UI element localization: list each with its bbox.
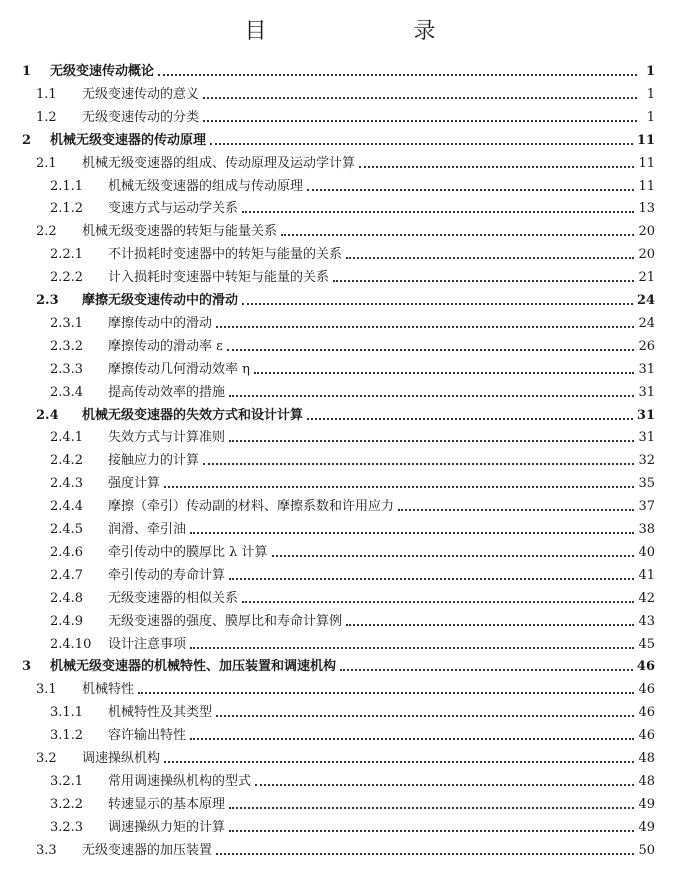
toc-entry[interactable] xyxy=(50,728,655,744)
toc-entry-number: 2.3.2 xyxy=(50,338,84,354)
toc-entry[interactable] xyxy=(36,224,655,240)
toc-entry-number: 1.2 xyxy=(36,109,57,125)
toc-entry[interactable] xyxy=(36,751,655,767)
toc-entry-number: 2.4.1 xyxy=(50,430,84,446)
toc-entry-number: 2.4 xyxy=(36,407,59,423)
toc-entry-label: 摩擦无级变速传动中的滑动 xyxy=(82,293,239,308)
toc-entry[interactable] xyxy=(22,659,655,675)
toc-entry-page: 31 xyxy=(636,407,655,423)
toc-entry[interactable] xyxy=(50,499,655,515)
toc-entry[interactable] xyxy=(50,385,655,401)
toc-entry[interactable] xyxy=(36,843,655,859)
toc-entry-number: 2.4.8 xyxy=(50,590,84,606)
toc-entry-label: 调速操纵力矩的计算 xyxy=(108,819,226,835)
toc-entry[interactable] xyxy=(50,179,655,195)
leader-dots xyxy=(272,555,635,557)
toc-entry-page: 24 xyxy=(636,293,655,308)
leader-dots xyxy=(346,624,634,626)
toc-entry-label: 设计注意事项 xyxy=(108,636,187,652)
toc-entry-number: 2 xyxy=(22,132,32,148)
toc-entry-label: 计入损耗时变速器中转矩与能量的关系 xyxy=(108,270,330,286)
toc-entry-number: 2.4.7 xyxy=(50,567,84,583)
leader-dots xyxy=(398,509,634,511)
toc-entry-page: 40 xyxy=(638,544,655,560)
leader-dots xyxy=(203,463,634,465)
leader-dots xyxy=(190,647,634,649)
toc-entry-number: 1 xyxy=(22,64,32,79)
toc-entry-label: 无级变速传动概论 xyxy=(50,64,155,79)
toc-entry-label: 失效方式与计算准则 xyxy=(108,430,226,446)
toc-entry-label: 强度计算 xyxy=(108,476,161,492)
toc-entry-number: 2.2 xyxy=(36,224,57,240)
toc-entry[interactable] xyxy=(50,316,655,332)
toc-entry[interactable] xyxy=(50,247,655,263)
toc-entry[interactable] xyxy=(50,614,655,630)
toc-entry-page: 35 xyxy=(638,476,655,492)
leader-dots xyxy=(254,372,635,374)
toc-entry[interactable] xyxy=(50,591,655,607)
toc-entry-label: 无级变速器的强度、膜厚比和寿命计算例 xyxy=(108,613,343,629)
leader-dots xyxy=(281,234,634,236)
toc-entry-number: 3.2 xyxy=(36,751,57,766)
leader-dots xyxy=(255,784,634,786)
toc-entry-label: 机械无级变速器的失效方式和设计计算 xyxy=(82,407,304,423)
toc-entry[interactable] xyxy=(50,453,655,469)
toc-entry[interactable] xyxy=(50,568,655,584)
toc-entry[interactable] xyxy=(36,293,655,309)
toc-entry-page: 13 xyxy=(638,201,655,217)
leader-dots xyxy=(242,303,633,305)
toc-entry-label: 润滑、牵引油 xyxy=(108,522,187,537)
toc-entry-number: 2.4.6 xyxy=(50,544,84,560)
leader-dots xyxy=(229,578,634,580)
toc-entry-page: 31 xyxy=(638,361,655,377)
leader-dots xyxy=(229,440,634,442)
toc-entry-number: 2.4.5 xyxy=(50,522,84,537)
leader-dots xyxy=(216,853,634,855)
toc-entry-page: 1 xyxy=(646,86,655,102)
toc-entry-number: 2.4.4 xyxy=(50,499,84,515)
toc-entry-number: 2.4.9 xyxy=(50,613,84,629)
toc-entry[interactable] xyxy=(36,156,655,172)
toc-entry[interactable] xyxy=(50,522,655,538)
leader-dots xyxy=(190,738,634,740)
toc-entry-label: 机械无级变速器的机械特性、加压装置和调速机构 xyxy=(50,659,337,675)
toc-entry-number: 3.3 xyxy=(36,842,57,858)
toc-entry-label: 牵引传动的寿命计算 xyxy=(108,567,226,583)
toc-entry[interactable] xyxy=(50,637,655,653)
leader-dots xyxy=(210,143,633,145)
toc-entry-page: 37 xyxy=(638,499,655,515)
toc-entry-label: 摩擦传动中的滑动 xyxy=(108,315,213,331)
toc-entry-number: 2.4.3 xyxy=(50,476,84,492)
toc-entry-label: 提高传动效率的措施 xyxy=(108,384,226,400)
toc-entry[interactable] xyxy=(50,797,655,813)
toc-entry-page: 20 xyxy=(638,247,655,263)
toc-entry-page: 46 xyxy=(638,728,655,744)
leader-dots xyxy=(190,532,634,534)
toc-entry-label: 常用调速操纵机构的型式 xyxy=(108,773,252,789)
toc-entry-page: 45 xyxy=(638,636,655,652)
toc-entry[interactable] xyxy=(50,430,655,446)
leader-dots xyxy=(229,395,634,397)
toc-entry-label: 机械无级变速器的组成、传动原理及运动学计算 xyxy=(82,155,356,171)
toc-entry-page: 32 xyxy=(638,453,655,469)
toc-entry-page: 11 xyxy=(638,155,655,171)
leader-dots xyxy=(203,120,637,122)
toc-entry-page: 48 xyxy=(638,773,655,789)
leader-dots xyxy=(229,830,634,832)
toc-entry-number: 3 xyxy=(22,659,32,675)
leader-dots xyxy=(229,807,634,809)
toc-entry-number: 2.2.2 xyxy=(50,270,84,286)
leader-dots xyxy=(158,74,637,76)
toc-entry-number: 2.4.2 xyxy=(50,453,84,469)
toc-entry-page: 21 xyxy=(638,270,655,286)
toc-entry-number: 3.2.2 xyxy=(50,796,84,812)
toc-entry-number: 2.1.1 xyxy=(50,178,84,194)
page-title: 目 录 xyxy=(244,19,506,44)
toc-entry-page: 31 xyxy=(638,430,655,446)
toc-entry-page: 26 xyxy=(638,338,655,354)
leader-dots xyxy=(227,349,635,351)
toc-entry-page: 1 xyxy=(645,64,655,79)
toc-entry-label: 机械无级变速器的转矩与能量关系 xyxy=(82,224,278,240)
toc-entry[interactable] xyxy=(22,133,655,149)
toc-entry[interactable] xyxy=(50,339,655,355)
toc-entry-page: 43 xyxy=(638,613,655,629)
toc-entry-label: 转速显示的基本原理 xyxy=(108,796,226,812)
leader-dots xyxy=(164,486,634,488)
toc-entry-label: 摩擦（牵引）传动副的材料、摩擦系数和许用应力 xyxy=(108,499,395,515)
toc-entry-label: 机械特性及其类型 xyxy=(108,705,213,721)
toc-entry[interactable] xyxy=(36,87,655,103)
toc-entry-number: 3.2.1 xyxy=(50,773,84,789)
leader-dots xyxy=(138,692,634,694)
toc-entry-label: 牵引传动中的膜厚比 λ 计算 xyxy=(108,544,268,560)
toc-entry-number: 3.1.1 xyxy=(50,705,84,721)
toc-entry-label: 机械特性 xyxy=(82,682,135,698)
toc-entry-number: 3.1.2 xyxy=(50,728,84,744)
toc-entry-page: 46 xyxy=(638,682,655,698)
toc-entry[interactable] xyxy=(50,476,655,492)
leader-dots xyxy=(203,97,637,99)
toc-entry-label: 机械无级变速器的组成与传动原理 xyxy=(108,178,304,194)
leader-dots xyxy=(307,418,633,420)
toc-entry-label: 调速操纵机构 xyxy=(82,751,161,766)
toc-entry-label: 无级变速传动的意义 xyxy=(82,86,200,102)
leader-dots xyxy=(216,715,634,717)
toc-entry-page: 42 xyxy=(638,590,655,606)
toc-entry-label: 摩擦传动几何滑动效率 η xyxy=(108,361,250,377)
toc-entry-page: 1 xyxy=(646,109,655,125)
toc-entry-label: 无级变速传动的分类 xyxy=(82,109,200,125)
leader-dots xyxy=(346,257,634,259)
toc-entry-label: 不计损耗时变速器中的转矩与能量的关系 xyxy=(108,247,343,263)
toc-entry-page: 46 xyxy=(638,705,655,721)
toc-entry-page: 38 xyxy=(638,522,655,537)
leader-dots xyxy=(216,326,634,328)
leader-dots xyxy=(333,280,634,282)
toc-entry-number: 2.1.2 xyxy=(50,201,84,217)
toc-entry-page: 20 xyxy=(638,224,655,240)
toc-entry-number: 2.2.1 xyxy=(50,247,84,263)
toc-entry-page: 11 xyxy=(638,178,655,194)
toc-entry-label: 无级变速器的相似关系 xyxy=(108,590,239,606)
toc-entry[interactable] xyxy=(50,545,655,561)
toc-entry-number: 2.3 xyxy=(36,293,59,308)
toc-entry[interactable] xyxy=(50,705,655,721)
toc-entry[interactable] xyxy=(22,64,655,80)
toc-entry[interactable] xyxy=(36,682,655,698)
toc-entry[interactable] xyxy=(50,362,655,378)
toc-entry-number: 2.3.1 xyxy=(50,315,84,331)
toc-entry-page: 48 xyxy=(638,751,655,766)
toc-entry-label: 变速方式与运动学关系 xyxy=(108,201,239,217)
toc-entry-label: 接触应力的计算 xyxy=(108,453,200,469)
toc-entry[interactable] xyxy=(50,820,655,836)
toc-entry-page: 41 xyxy=(638,567,655,583)
toc-entry-number: 2.3.3 xyxy=(50,361,84,377)
toc-entry[interactable] xyxy=(50,774,655,790)
toc-entry-label: 容许输出特性 xyxy=(108,728,187,744)
toc-entry-number: 2.1 xyxy=(36,155,57,171)
toc-entry-label: 无级变速器的加压装置 xyxy=(82,842,213,858)
toc-entry[interactable] xyxy=(36,408,655,424)
toc-entry-page: 49 xyxy=(638,819,655,835)
toc-entry-page: 46 xyxy=(636,659,655,675)
toc-entry[interactable] xyxy=(50,201,655,217)
toc-entry-label: 摩擦传动的滑动率 ε xyxy=(108,338,223,354)
leader-dots xyxy=(242,211,634,213)
leader-dots xyxy=(340,669,633,671)
leader-dots xyxy=(242,601,634,603)
toc-entry-page: 11 xyxy=(636,132,655,148)
toc-entry-label: 机械无级变速器的传动原理 xyxy=(50,132,207,148)
leader-dots xyxy=(359,166,634,168)
toc-entry-number: 2.4.10 xyxy=(50,636,92,652)
toc-entry-page: 50 xyxy=(638,842,655,858)
toc-entry-number: 1.1 xyxy=(36,86,57,102)
toc-entry-page: 31 xyxy=(638,384,655,400)
toc-entry-number: 2.3.4 xyxy=(50,384,84,400)
toc-entry-number: 3.1 xyxy=(36,682,57,698)
leader-dots xyxy=(164,761,634,763)
toc-entry-page: 49 xyxy=(638,796,655,812)
toc-entry[interactable] xyxy=(50,270,655,286)
toc-entry[interactable] xyxy=(36,110,655,126)
toc-entry-number: 3.2.3 xyxy=(50,819,84,835)
leader-dots xyxy=(307,189,634,191)
toc-entry-page: 24 xyxy=(638,315,655,331)
